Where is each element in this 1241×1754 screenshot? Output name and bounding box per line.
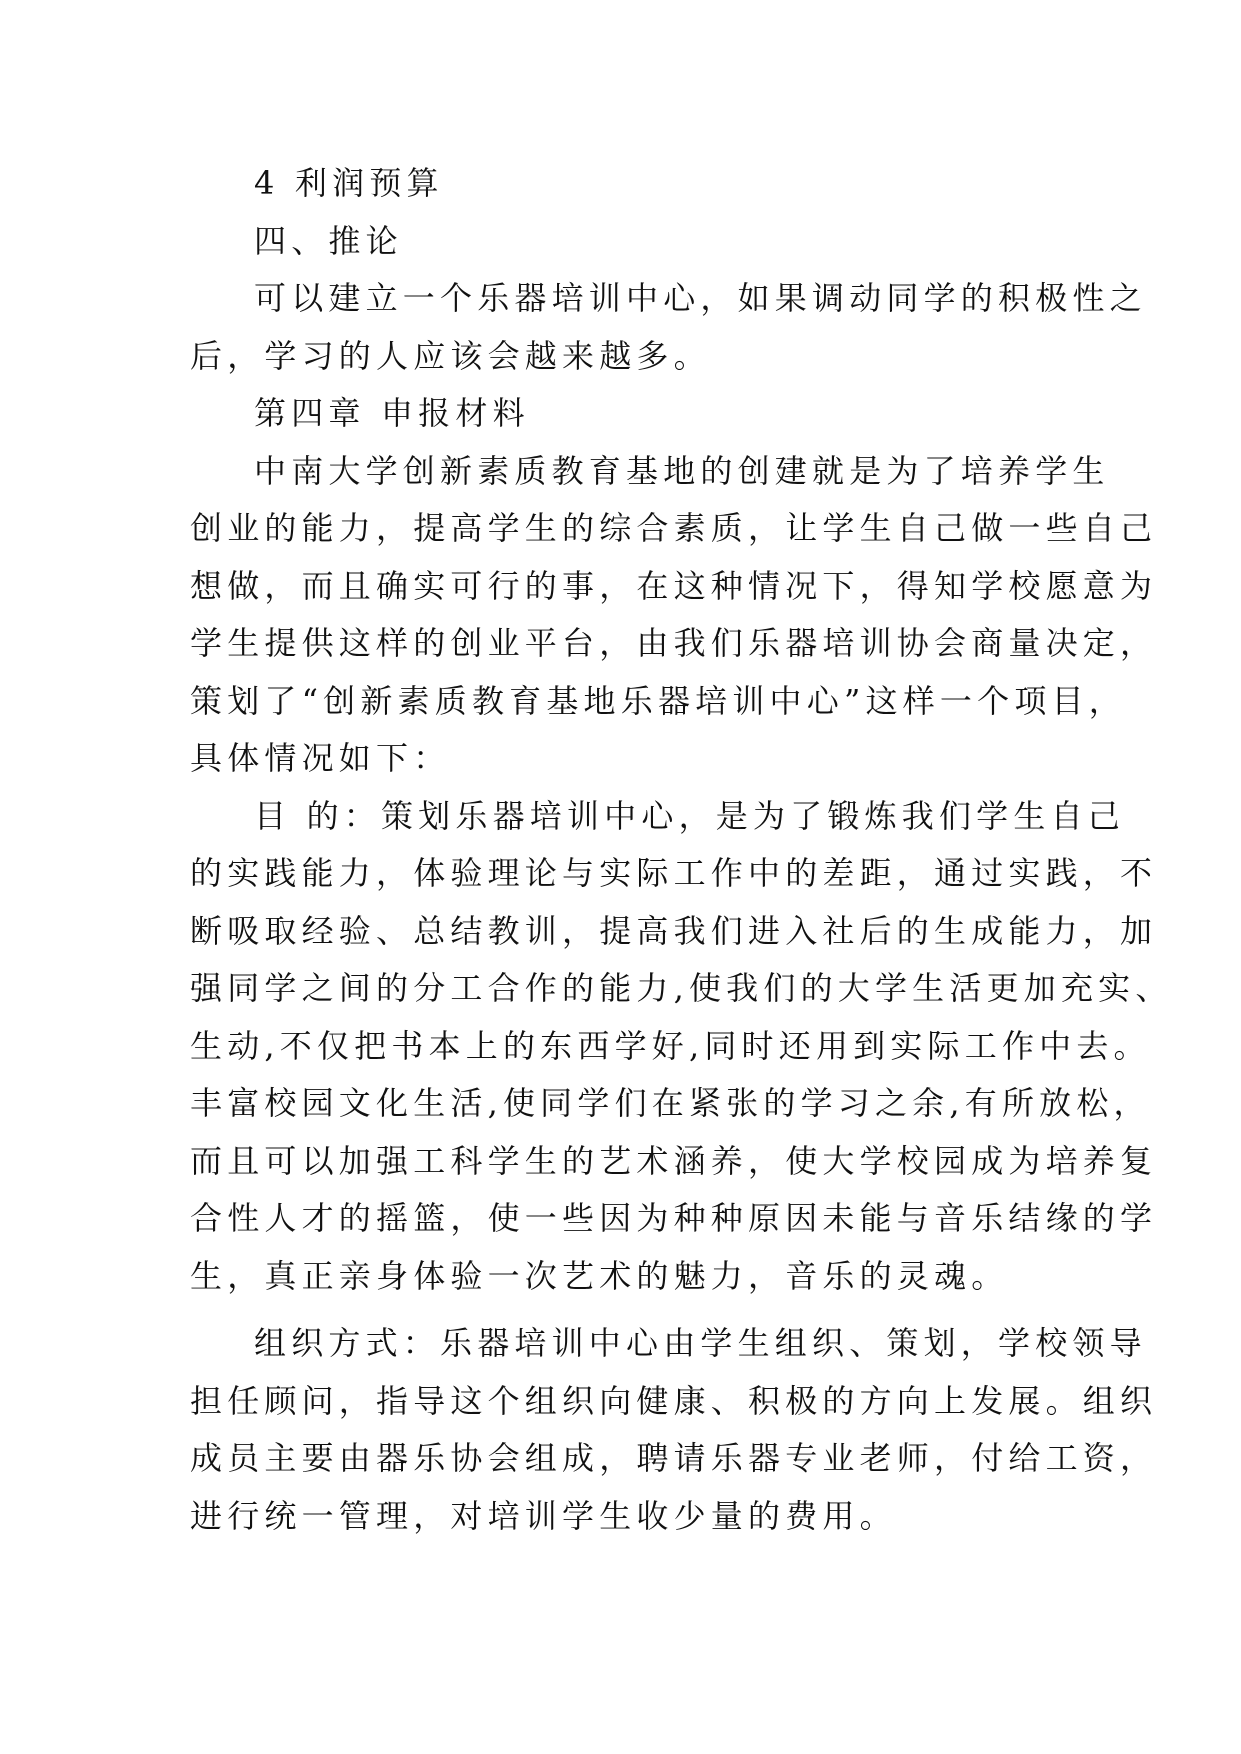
text-line: 担任顾问，指导这个组织向健康、积极的方向上发展。组织 [190, 1381, 1158, 1420]
text-line: 生，真正亲身体验一次艺术的魅力，音乐的灵魂。 [190, 1256, 1009, 1295]
text-line: 想做，而且确实可行的事，在这种情况下，得知学校愿意为 [190, 566, 1158, 605]
text-line: 后，学习的人应该会越来越多。 [190, 336, 711, 375]
text-line: 进行统一管理，对培训学生收少量的费用。 [190, 1496, 897, 1535]
text-line: 生动,不仅把书本上的东西学好,同时还用到实际工作中去。 [190, 1026, 1151, 1065]
profit-budget-heading: 4 利润预算 [254, 164, 444, 202]
text-line: 组织方式：乐器培训中心由学生组织、策划，学校领导 [254, 1324, 1147, 1362]
inference-paragraph [190, 270, 1147, 385]
aim-paragraph [190, 788, 1173, 1306]
text-line: 断吸取经验、总结教训，提高我们进入社后的生成能力，加 [190, 911, 1158, 950]
inference-heading: 四、推论 [254, 221, 403, 260]
text-line: 具体情况如下： [190, 739, 451, 777]
text-line: 创业的能力，提高学生的综合素质，让学生自己做一些自己 [190, 509, 1158, 547]
introduction-paragraph [190, 443, 1158, 788]
text-line: 目 的：策划乐器培训中心，是为了锻炼我们学生自己 [254, 796, 1125, 835]
document-body [190, 155, 1173, 1545]
text-line: 丰富校园文化生活,使同学们在紧张的学习之余,有所放松， [190, 1084, 1151, 1122]
organization-paragraph [190, 1315, 1158, 1545]
text-line: 强同学之间的分工合作的能力,使我们的大学生活更加充实、 [190, 969, 1173, 1007]
text-line: 策划了“创新素质教育基地乐器培训中心”这样一个项目， [190, 681, 1126, 720]
text-line: 学生提供这样的创业平台，由我们乐器培训协会商量决定， [190, 624, 1158, 662]
text-line: 而且可以加强工科学生的艺术涵养，使大学校园成为培养复 [190, 1141, 1158, 1180]
chapter-heading: 第四章 申报材料 [254, 394, 530, 432]
text-line: 的实践能力，体验理论与实际工作中的差距，通过实践，不 [190, 854, 1158, 892]
text-line: 成员主要由器乐协会组成，聘请乐器专业老师，付给工资， [190, 1439, 1158, 1477]
text-line: 合性人才的摇篮，使一些因为种种原因未能与音乐结缘的学 [190, 1199, 1158, 1237]
text-line: 中南大学创新素质教育基地的创建就是为了培养学生 [254, 451, 1110, 490]
text-line: 可以建立一个乐器培训中心，如果调动同学的积极性之 [254, 279, 1147, 317]
